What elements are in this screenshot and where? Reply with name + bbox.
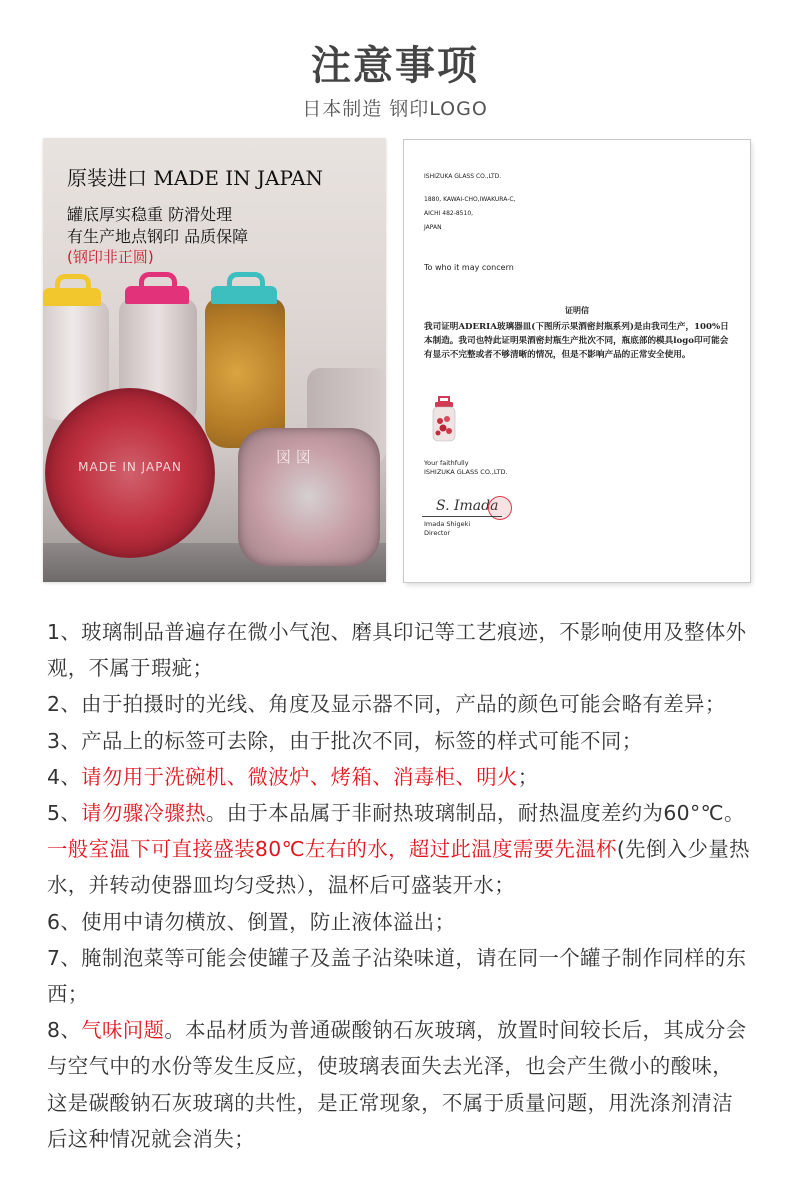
teal-handle (227, 272, 265, 289)
photo-line-3: (钢印非正圆) (67, 248, 154, 266)
note-3: 3、产品上的标签可去除，由于批次不同，标签的样式可能不同； (47, 728, 643, 753)
page-subtitle: 日本制造 钢印LOGO (302, 98, 488, 120)
note-5-tail: (先倒入少量热水，并转动使器皿均匀受热），温杯后可盛装开水； (47, 837, 750, 898)
jar-bottom-round (45, 388, 215, 558)
note-5-warning: 请勿骤冷骤热 (81, 801, 206, 826)
photo-line-2: 有生产地点钢印 品质保障 (67, 227, 249, 246)
note-8-number: 8、 (47, 1018, 82, 1043)
letter-body: 我司证明ADERIA玻璃器皿(下图所示果酒密封瓶系列)是由我司生产，100%日本制造。我司也特此证明果酒密封瓶生产批次不同，瓶底部的模具logo印可能会有显示不完整或者不够清晰的情况，但是不影响产品的正常安全使用。 (424, 322, 729, 360)
note-4-number: 4、 (47, 764, 82, 789)
note-2: 2、由于拍摄时的光线、角度及显示器不同，产品的颜色可能会略有差异； (47, 692, 726, 717)
letter-signoff-company: ISHIZUKA GLASS CO.,LTD. (424, 468, 508, 476)
note-7: 7、腌制泡菜等可能会使罐子及盖子沾染味道，请在同一个罐子制作同样的东西； (47, 945, 747, 1007)
pink-handle (139, 272, 177, 289)
signer-name: Imada Shigeki (424, 520, 471, 528)
jar-bottom-square (238, 428, 380, 566)
letter-salutation: To who it may concern (424, 263, 514, 272)
note-5-warning-2: 一般室温下可直接盛装80℃左右的水，超过此温度需要先温杯 (47, 837, 617, 862)
note-5 (47, 795, 752, 904)
letter-address-2: AICHI 482-8510, (424, 210, 474, 217)
page-title: 注意事项 (311, 42, 479, 89)
note-8-warning: 气味问题 (81, 1018, 165, 1043)
emboss-made-in-japan: MADE IN JAPAN (78, 460, 182, 474)
photo-line-1: 罐底厚实稳重 防滑处理 (67, 205, 233, 224)
product-photo (43, 138, 386, 582)
note-5-detail: 。由于本品属于非耐热玻璃制品，耐热温度差约为60°℃。 (205, 801, 745, 826)
handwritten-signature: S. Imada (436, 498, 499, 514)
yellow-handle (55, 274, 91, 291)
teal-jar (205, 298, 285, 448)
certificate-letter (404, 140, 750, 582)
note-1: 1、玻璃制品普遍存在微小气泡、磨具印记等工艺痕迹，不影响使用及整体外观，不属于瑕疵； (47, 620, 747, 681)
letter-address-1: 1880, KAWAI-CHO,IWAKURA-C, (424, 196, 516, 203)
emboss-logo-mark: 図 図 (276, 448, 311, 466)
note-4 (47, 759, 752, 795)
notes-list (47, 614, 752, 1157)
note-5-number: 5、 (47, 801, 82, 826)
signature-line (422, 516, 502, 517)
photo-title: 原装进口 MADE IN JAPAN (67, 166, 324, 190)
note-4-warning: 请勿用于洗碗机、微波炉、烤箱、消毒柜、明火 (81, 764, 518, 789)
jar-thumbnail-image (428, 395, 460, 445)
note-8-detail: 。本品材质为普通碳酸钠石灰玻璃，放置时间较长后，其成分会与空气中的水份等发生反应，使玻璃表面失去光泽，也会产生微小的酸味，这是碳酸钠石灰玻璃的共性，是正常现象，不属于质量问题，用洗涤剂清洁后这种情况就会消失； (47, 1018, 747, 1151)
letter-company: ISHIZUKA GLASS CO.,LTD. (424, 173, 502, 180)
note-4-end: ； (517, 764, 539, 789)
letter-address-3: JAPAN (424, 224, 442, 231)
letter-closing: Your faithfully (424, 459, 469, 467)
note-6: 6、使用中请勿横放、倒置，防止液体溢出； (47, 909, 456, 934)
letter-title: 证明信 (565, 306, 589, 315)
note-8 (47, 1012, 752, 1157)
signer-role: Director (424, 529, 451, 537)
